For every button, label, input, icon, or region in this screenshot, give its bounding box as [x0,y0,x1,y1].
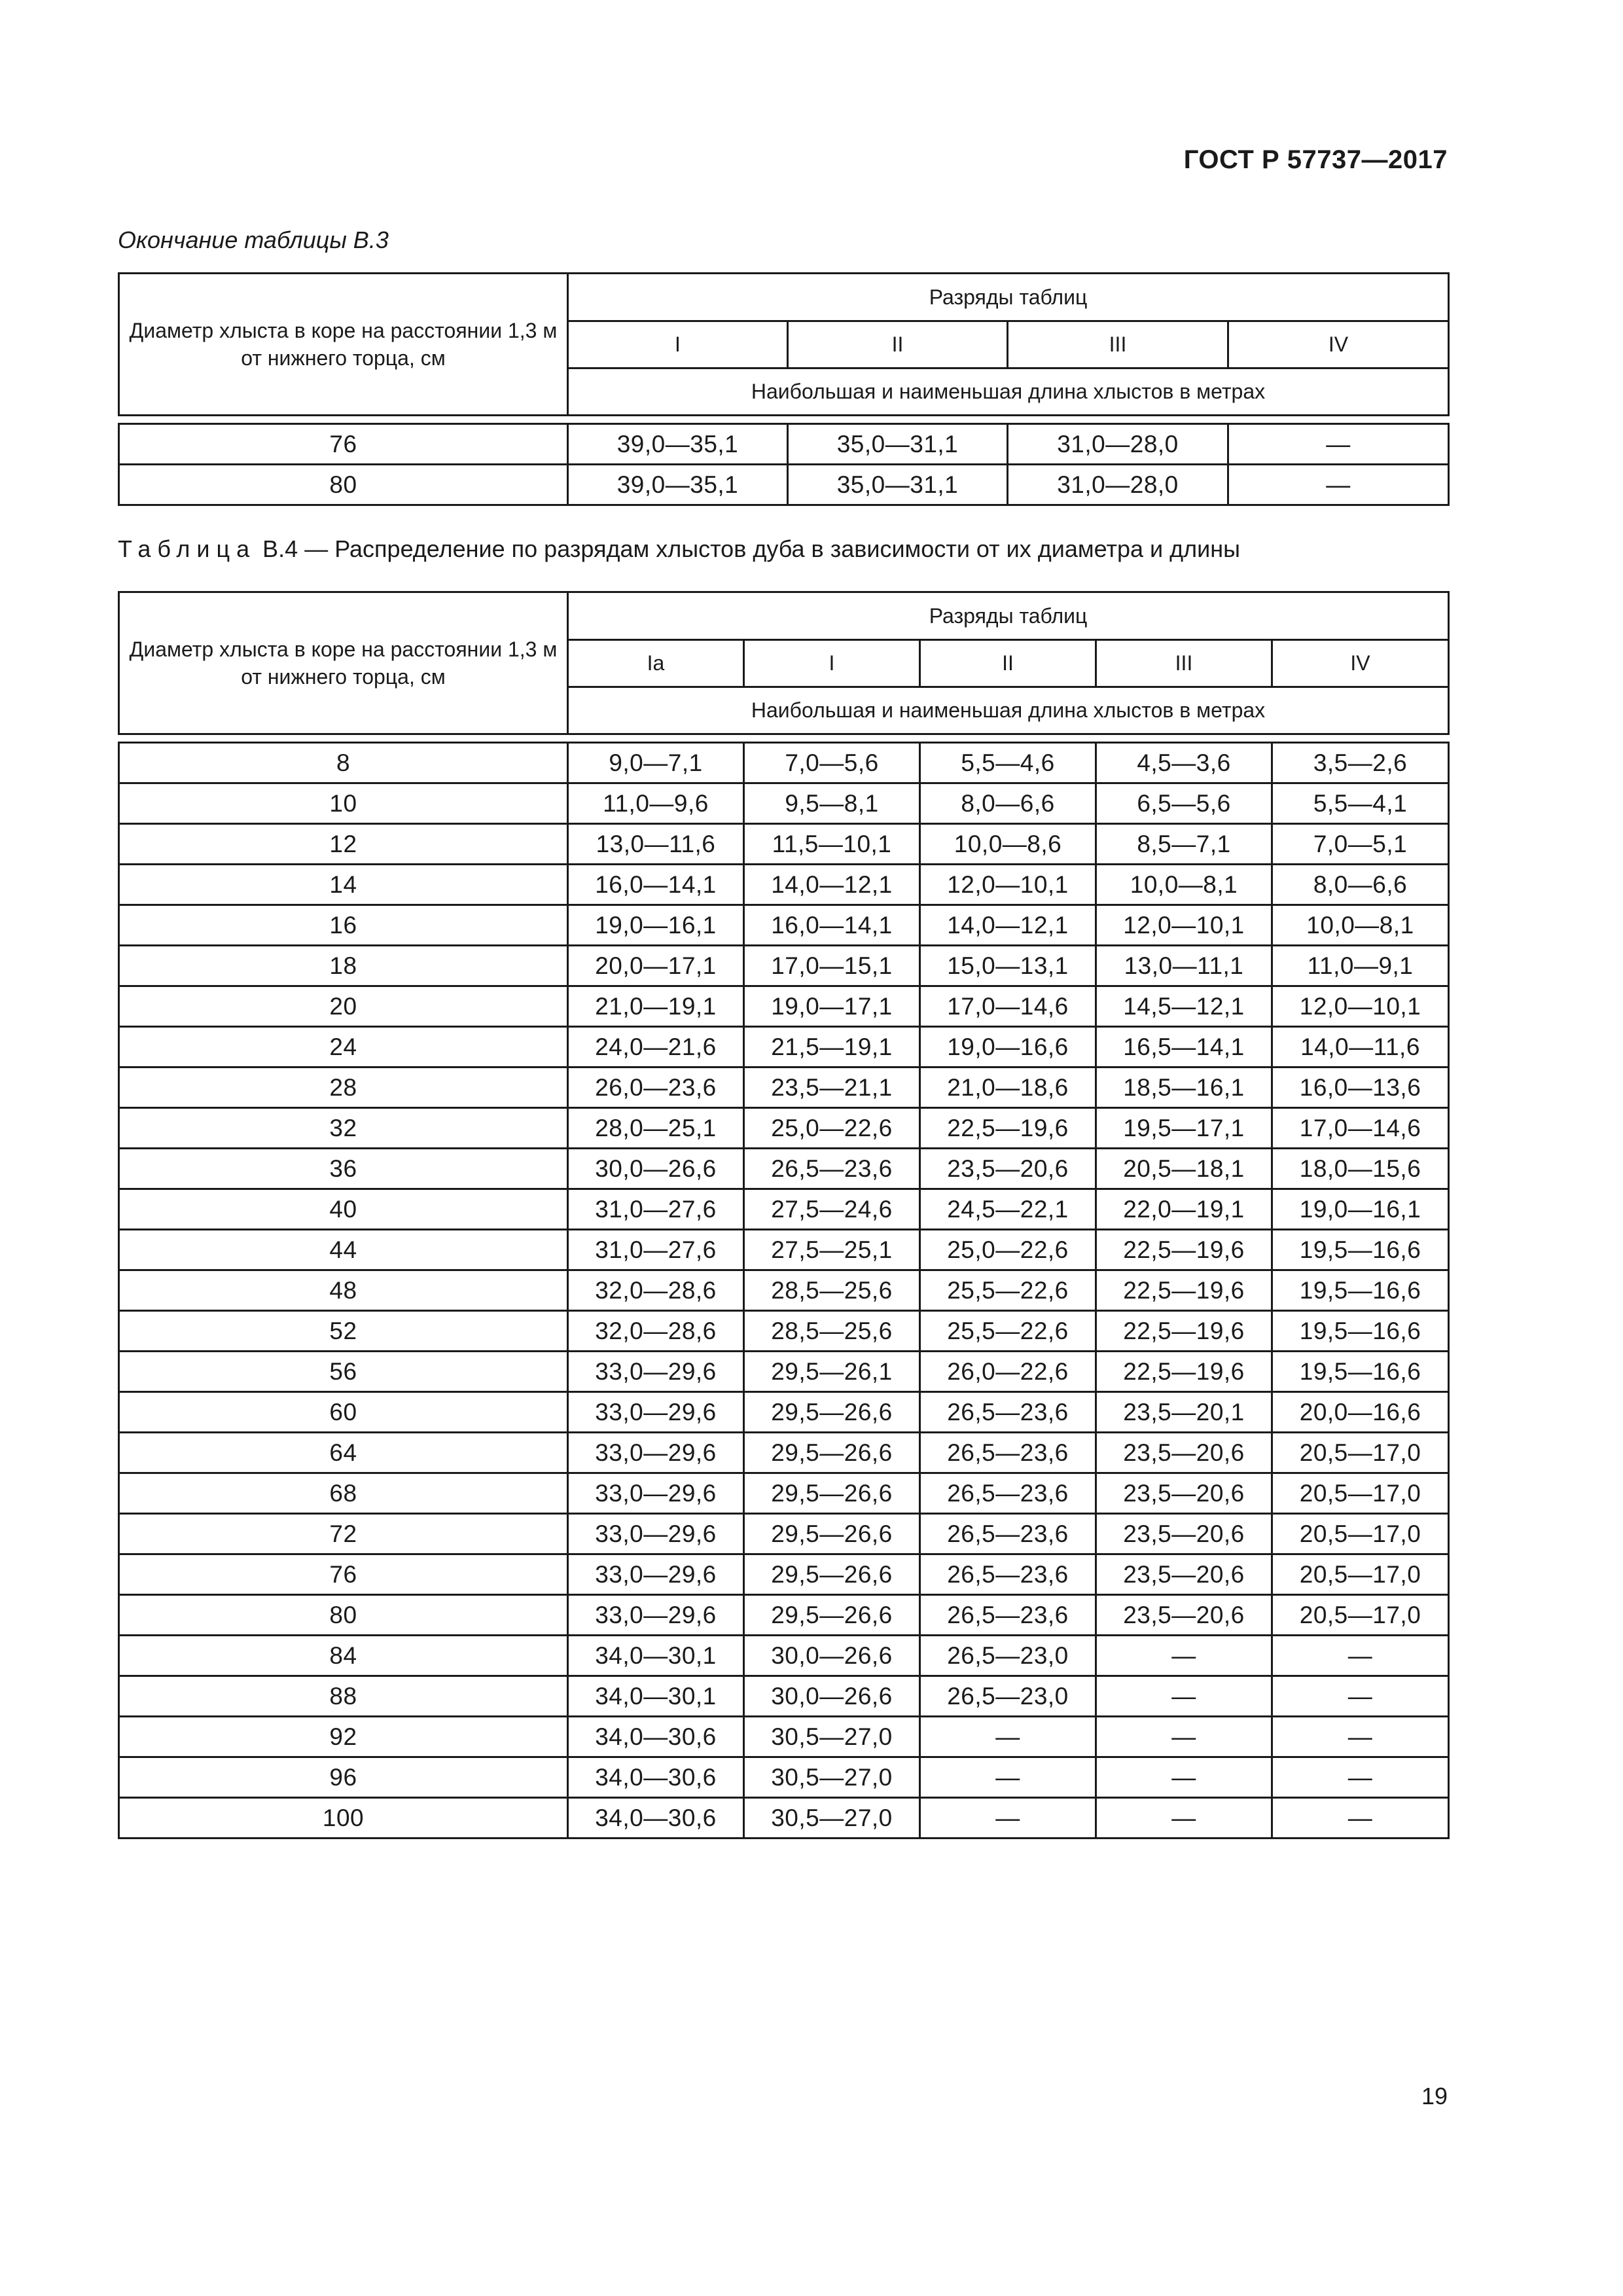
length-range-cell: — [1228,465,1449,505]
length-range-cell: 34,0—30,1 [568,1676,744,1717]
length-range-cell: 23,5—20,1 [1096,1392,1272,1433]
diameter-cell: 76 [119,1554,568,1595]
rank-header: IV [1228,321,1449,368]
table-row [119,824,1449,865]
diameter-cell: 20 [119,986,568,1027]
length-range-cell: 23,5—21,1 [744,1067,920,1108]
length-range-cell: 34,0—30,1 [568,1636,744,1676]
length-range-cell: 25,0—22,6 [744,1108,920,1149]
length-range-cell: — [1228,424,1449,465]
length-range-cell: 16,0—14,1 [744,905,920,946]
length-range-cell: 33,0—29,6 [568,1433,744,1473]
length-range-cell: 7,0—5,1 [1272,824,1449,865]
diameter-cell: 68 [119,1473,568,1514]
length-range-cell: 33,0—29,6 [568,1352,744,1392]
length-range-cell: — [1272,1636,1449,1676]
length-range-cell: 23,5—20,6 [1096,1433,1272,1473]
length-range-cell: 18,0—15,6 [1272,1149,1449,1189]
length-range-cell: 33,0—29,6 [568,1595,744,1636]
length-range-cell: 20,0—17,1 [568,946,744,986]
length-range-cell: — [1272,1676,1449,1717]
length-range-cell: 34,0—30,6 [568,1717,744,1757]
ranks-header: Разряды таблиц [568,592,1449,640]
length-range-cell: 33,0—29,6 [568,1514,744,1554]
length-range-cell: — [1272,1757,1449,1798]
length-range-cell: 31,0—28,0 [1008,424,1228,465]
header-separator [119,734,1449,743]
diameter-cell: 32 [119,1108,568,1149]
length-range-cell: 28,0—25,1 [568,1108,744,1149]
table-row [119,1067,1449,1108]
length-range-cell: 22,0—19,1 [1096,1189,1272,1230]
length-range-cell: 14,0—11,6 [1272,1027,1449,1067]
length-range-cell: — [1096,1757,1272,1798]
length-range-cell: 30,0—26,6 [744,1636,920,1676]
length-range-cell: 31,0—27,6 [568,1189,744,1230]
length-range-cell: 31,0—27,6 [568,1230,744,1270]
table-b4-caption-text: В.4 — Распределение по разрядам хлыстов дуба в зависимости от их диаметра и длины [262,535,1240,562]
length-range-cell: 19,5—16,6 [1272,1352,1449,1392]
table-row [119,1798,1449,1839]
length-range-cell: 13,0—11,6 [568,824,744,865]
length-range-cell: 11,0—9,1 [1272,946,1449,986]
length-range-cell: 29,5—26,6 [744,1392,920,1433]
length-range-cell: — [1096,1798,1272,1839]
length-range-cell: 8,0—6,6 [920,783,1096,824]
length-range-cell: 21,0—19,1 [568,986,744,1027]
diameter-cell: 48 [119,1270,568,1311]
length-range-cell: 16,5—14,1 [1096,1027,1272,1067]
length-range-cell: 26,0—22,6 [920,1352,1096,1392]
length-range-cell: 13,0—11,1 [1096,946,1272,986]
length-range-cell: 17,0—15,1 [744,946,920,986]
diameter-cell: 44 [119,1230,568,1270]
length-range-cell: 8,5—7,1 [1096,824,1272,865]
length-range-cell: — [1096,1717,1272,1757]
table-row [119,1676,1449,1717]
table-row [119,1514,1449,1554]
diameter-cell: 52 [119,1311,568,1352]
length-range-cell: 22,5—19,6 [1096,1230,1272,1270]
diameter-cell: 36 [119,1149,568,1189]
length-range-cell: 11,5—10,1 [744,824,920,865]
length-range-cell: 33,0—29,6 [568,1554,744,1595]
diameter-cell: 60 [119,1392,568,1433]
length-range-cell: 12,0—10,1 [1096,905,1272,946]
table-b3-caption: Окончание таблицы В.3 [118,226,389,253]
length-range-cell: 26,5—23,6 [920,1514,1096,1554]
table-row [119,1757,1449,1798]
diameter-cell: 84 [119,1636,568,1676]
length-range-cell: — [920,1757,1096,1798]
diameter-column-header: Диаметр хлыста в коре на расстоянии 1,3 м от нижнего торца, см [119,274,568,416]
document-code: ГОСТ Р 57737—2017 [1183,145,1448,174]
length-range-cell: 7,0—5,6 [744,743,920,783]
table-row [119,1027,1449,1067]
length-range-cell: 5,5—4,6 [920,743,1096,783]
length-range-cell: 39,0—35,1 [568,465,788,505]
length-range-cell: 16,0—13,6 [1272,1067,1449,1108]
length-range-cell: — [920,1798,1096,1839]
length-range-cell: 25,0—22,6 [920,1230,1096,1270]
length-range-cell: 10,0—8,6 [920,824,1096,865]
table-b4-caption-label: Таблица [118,535,257,562]
diameter-cell: 88 [119,1676,568,1717]
length-range-cell: 23,5—20,6 [1096,1473,1272,1514]
length-range-cell: 14,5—12,1 [1096,986,1272,1027]
table-row [119,1149,1449,1189]
length-range-cell: 26,5—23,6 [920,1392,1096,1433]
length-range-cell: 9,5—8,1 [744,783,920,824]
length-range-cell: 26,5—23,0 [920,1676,1096,1717]
rank-header: IV [1272,640,1449,687]
length-range-cell: 32,0—28,6 [568,1311,744,1352]
table-row [119,465,1449,505]
table-row [119,1311,1449,1352]
length-range-cell: 19,5—16,6 [1272,1311,1449,1352]
diameter-cell: 56 [119,1352,568,1392]
length-range-cell: 24,5—22,1 [920,1189,1096,1230]
table-row [119,1433,1449,1473]
rank-header: I [744,640,920,687]
length-range-cell: 3,5—2,6 [1272,743,1449,783]
table-row [119,424,1449,465]
table-row [119,865,1449,905]
length-range-cell: 20,5—17,0 [1272,1595,1449,1636]
length-range-cell: 39,0—35,1 [568,424,788,465]
length-range-cell: 4,5—3,6 [1096,743,1272,783]
length-range-cell: 32,0—28,6 [568,1270,744,1311]
table-row [119,1108,1449,1149]
length-range-cell: 19,0—16,1 [568,905,744,946]
length-range-cell: 26,5—23,0 [920,1636,1096,1676]
length-range-cell: 11,0—9,6 [568,783,744,824]
table-row [119,743,1449,783]
rank-header: Ia [568,640,744,687]
diameter-column-header: Диаметр хлыста в коре на расстоянии 1,3 м от нижнего торца, см [119,592,568,734]
table-b3 [118,272,1450,506]
length-range-cell: 29,5—26,6 [744,1514,920,1554]
length-range-cell: 15,0—13,1 [920,946,1096,986]
length-range-cell: 26,5—23,6 [920,1554,1096,1595]
length-range-cell: 12,0—10,1 [920,865,1096,905]
diameter-cell: 28 [119,1067,568,1108]
length-range-cell: 17,0—14,6 [1272,1108,1449,1149]
length-range-cell: 20,5—17,0 [1272,1554,1449,1595]
length-range-cell: 23,5—20,6 [1096,1595,1272,1636]
length-range-cell: 34,0—30,6 [568,1757,744,1798]
length-range-cell: 12,0—10,1 [1272,986,1449,1027]
diameter-cell: 92 [119,1717,568,1757]
length-range-cell: 21,5—19,1 [744,1027,920,1067]
length-range-cell: 30,0—26,6 [744,1676,920,1717]
length-range-cell: 20,0—16,6 [1272,1392,1449,1433]
table-row [119,1352,1449,1392]
length-range-cell: 30,5—27,0 [744,1757,920,1798]
length-range-cell: 20,5—18,1 [1096,1149,1272,1189]
length-range-cell: 28,5—25,6 [744,1270,920,1311]
length-range-cell: 26,5—23,6 [920,1473,1096,1514]
length-range-cell: 20,5—17,0 [1272,1473,1449,1514]
length-range-cell: 22,5—19,6 [920,1108,1096,1149]
table-row [119,1554,1449,1595]
table-row [119,946,1449,986]
length-range-cell: 23,5—20,6 [1096,1514,1272,1554]
table-b4-caption [118,535,1240,563]
length-range-cell: 20,5—17,0 [1272,1433,1449,1473]
length-range-cell: 28,5—25,6 [744,1311,920,1352]
length-range-cell: 23,5—20,6 [1096,1554,1272,1595]
diameter-cell: 10 [119,783,568,824]
length-range-cell: 5,5—4,1 [1272,783,1449,824]
table-row [119,1230,1449,1270]
length-header: Наибольшая и наименьшая длина хлыстов в метрах [568,368,1449,416]
length-range-cell: 29,5—26,6 [744,1473,920,1514]
length-range-cell: 31,0—28,0 [1008,465,1228,505]
diameter-cell: 72 [119,1514,568,1554]
table-row [119,783,1449,824]
table-row [119,1473,1449,1514]
length-range-cell: 26,5—23,6 [744,1149,920,1189]
length-range-cell: 29,5—26,6 [744,1554,920,1595]
page-number: 19 [1421,2083,1448,2109]
length-range-cell: 17,0—14,6 [920,986,1096,1027]
length-range-cell: 20,5—17,0 [1272,1514,1449,1554]
length-range-cell: 6,5—5,6 [1096,783,1272,824]
ranks-header: Разряды таблиц [568,274,1449,321]
length-range-cell: 10,0—8,1 [1272,905,1449,946]
table-row [119,1595,1449,1636]
table-row [119,1270,1449,1311]
length-range-cell: 19,0—16,1 [1272,1189,1449,1230]
rank-header: II [788,321,1008,368]
length-range-cell: 8,0—6,6 [1272,865,1449,905]
length-range-cell: — [920,1717,1096,1757]
length-range-cell: 26,5—23,6 [920,1595,1096,1636]
length-range-cell: 19,0—17,1 [744,986,920,1027]
length-range-cell: 14,0—12,1 [920,905,1096,946]
table-row [119,1717,1449,1757]
length-range-cell: 34,0—30,6 [568,1798,744,1839]
length-header: Наибольшая и наименьшая длина хлыстов в метрах [568,687,1449,734]
length-range-cell: 19,5—16,6 [1272,1230,1449,1270]
length-range-cell: 26,0—23,6 [568,1067,744,1108]
diameter-cell: 76 [119,424,568,465]
table-row [119,1636,1449,1676]
length-range-cell: 19,5—17,1 [1096,1108,1272,1149]
rank-header: II [920,640,1096,687]
length-range-cell: 22,5—19,6 [1096,1270,1272,1311]
length-range-cell: 30,5—27,0 [744,1798,920,1839]
length-range-cell: 25,5—22,6 [920,1311,1096,1352]
table-row [119,1189,1449,1230]
length-range-cell: 22,5—19,6 [1096,1311,1272,1352]
length-range-cell: 14,0—12,1 [744,865,920,905]
diameter-cell: 96 [119,1757,568,1798]
diameter-cell: 100 [119,1798,568,1839]
diameter-cell: 18 [119,946,568,986]
length-range-cell: 27,5—25,1 [744,1230,920,1270]
length-range-cell: 19,0—16,6 [920,1027,1096,1067]
table-b4 [118,591,1450,1839]
diameter-cell: 40 [119,1189,568,1230]
length-range-cell: 33,0—29,6 [568,1473,744,1514]
length-range-cell: — [1096,1676,1272,1717]
diameter-cell: 24 [119,1027,568,1067]
length-range-cell: 33,0—29,6 [568,1392,744,1433]
length-range-cell: 26,5—23,6 [920,1433,1096,1473]
diameter-cell: 64 [119,1433,568,1473]
length-range-cell: 27,5—24,6 [744,1189,920,1230]
length-range-cell: 16,0—14,1 [568,865,744,905]
diameter-cell: 16 [119,905,568,946]
length-range-cell: — [1272,1798,1449,1839]
length-range-cell: 29,5—26,6 [744,1433,920,1473]
length-range-cell: 23,5—20,6 [920,1149,1096,1189]
diameter-cell: 14 [119,865,568,905]
length-range-cell: 19,5—16,6 [1272,1270,1449,1311]
rank-header: III [1008,321,1228,368]
table-row [119,1392,1449,1433]
length-range-cell: 29,5—26,1 [744,1352,920,1392]
diameter-cell: 12 [119,824,568,865]
length-range-cell: 29,5—26,6 [744,1595,920,1636]
rank-header: I [568,321,788,368]
length-range-cell: — [1096,1636,1272,1676]
table-row [119,905,1449,946]
diameter-cell: 8 [119,743,568,783]
header-separator [119,416,1449,424]
length-range-cell: 18,5—16,1 [1096,1067,1272,1108]
length-range-cell: 21,0—18,6 [920,1067,1096,1108]
length-range-cell: 9,0—7,1 [568,743,744,783]
diameter-cell: 80 [119,465,568,505]
length-range-cell: — [1272,1717,1449,1757]
table-row [119,986,1449,1027]
length-range-cell: 35,0—31,1 [788,424,1008,465]
length-range-cell: 30,5—27,0 [744,1717,920,1757]
length-range-cell: 25,5—22,6 [920,1270,1096,1311]
length-range-cell: 35,0—31,1 [788,465,1008,505]
length-range-cell: 30,0—26,6 [568,1149,744,1189]
rank-header: III [1096,640,1272,687]
length-range-cell: 10,0—8,1 [1096,865,1272,905]
length-range-cell: 24,0—21,6 [568,1027,744,1067]
length-range-cell: 22,5—19,6 [1096,1352,1272,1392]
diameter-cell: 80 [119,1595,568,1636]
